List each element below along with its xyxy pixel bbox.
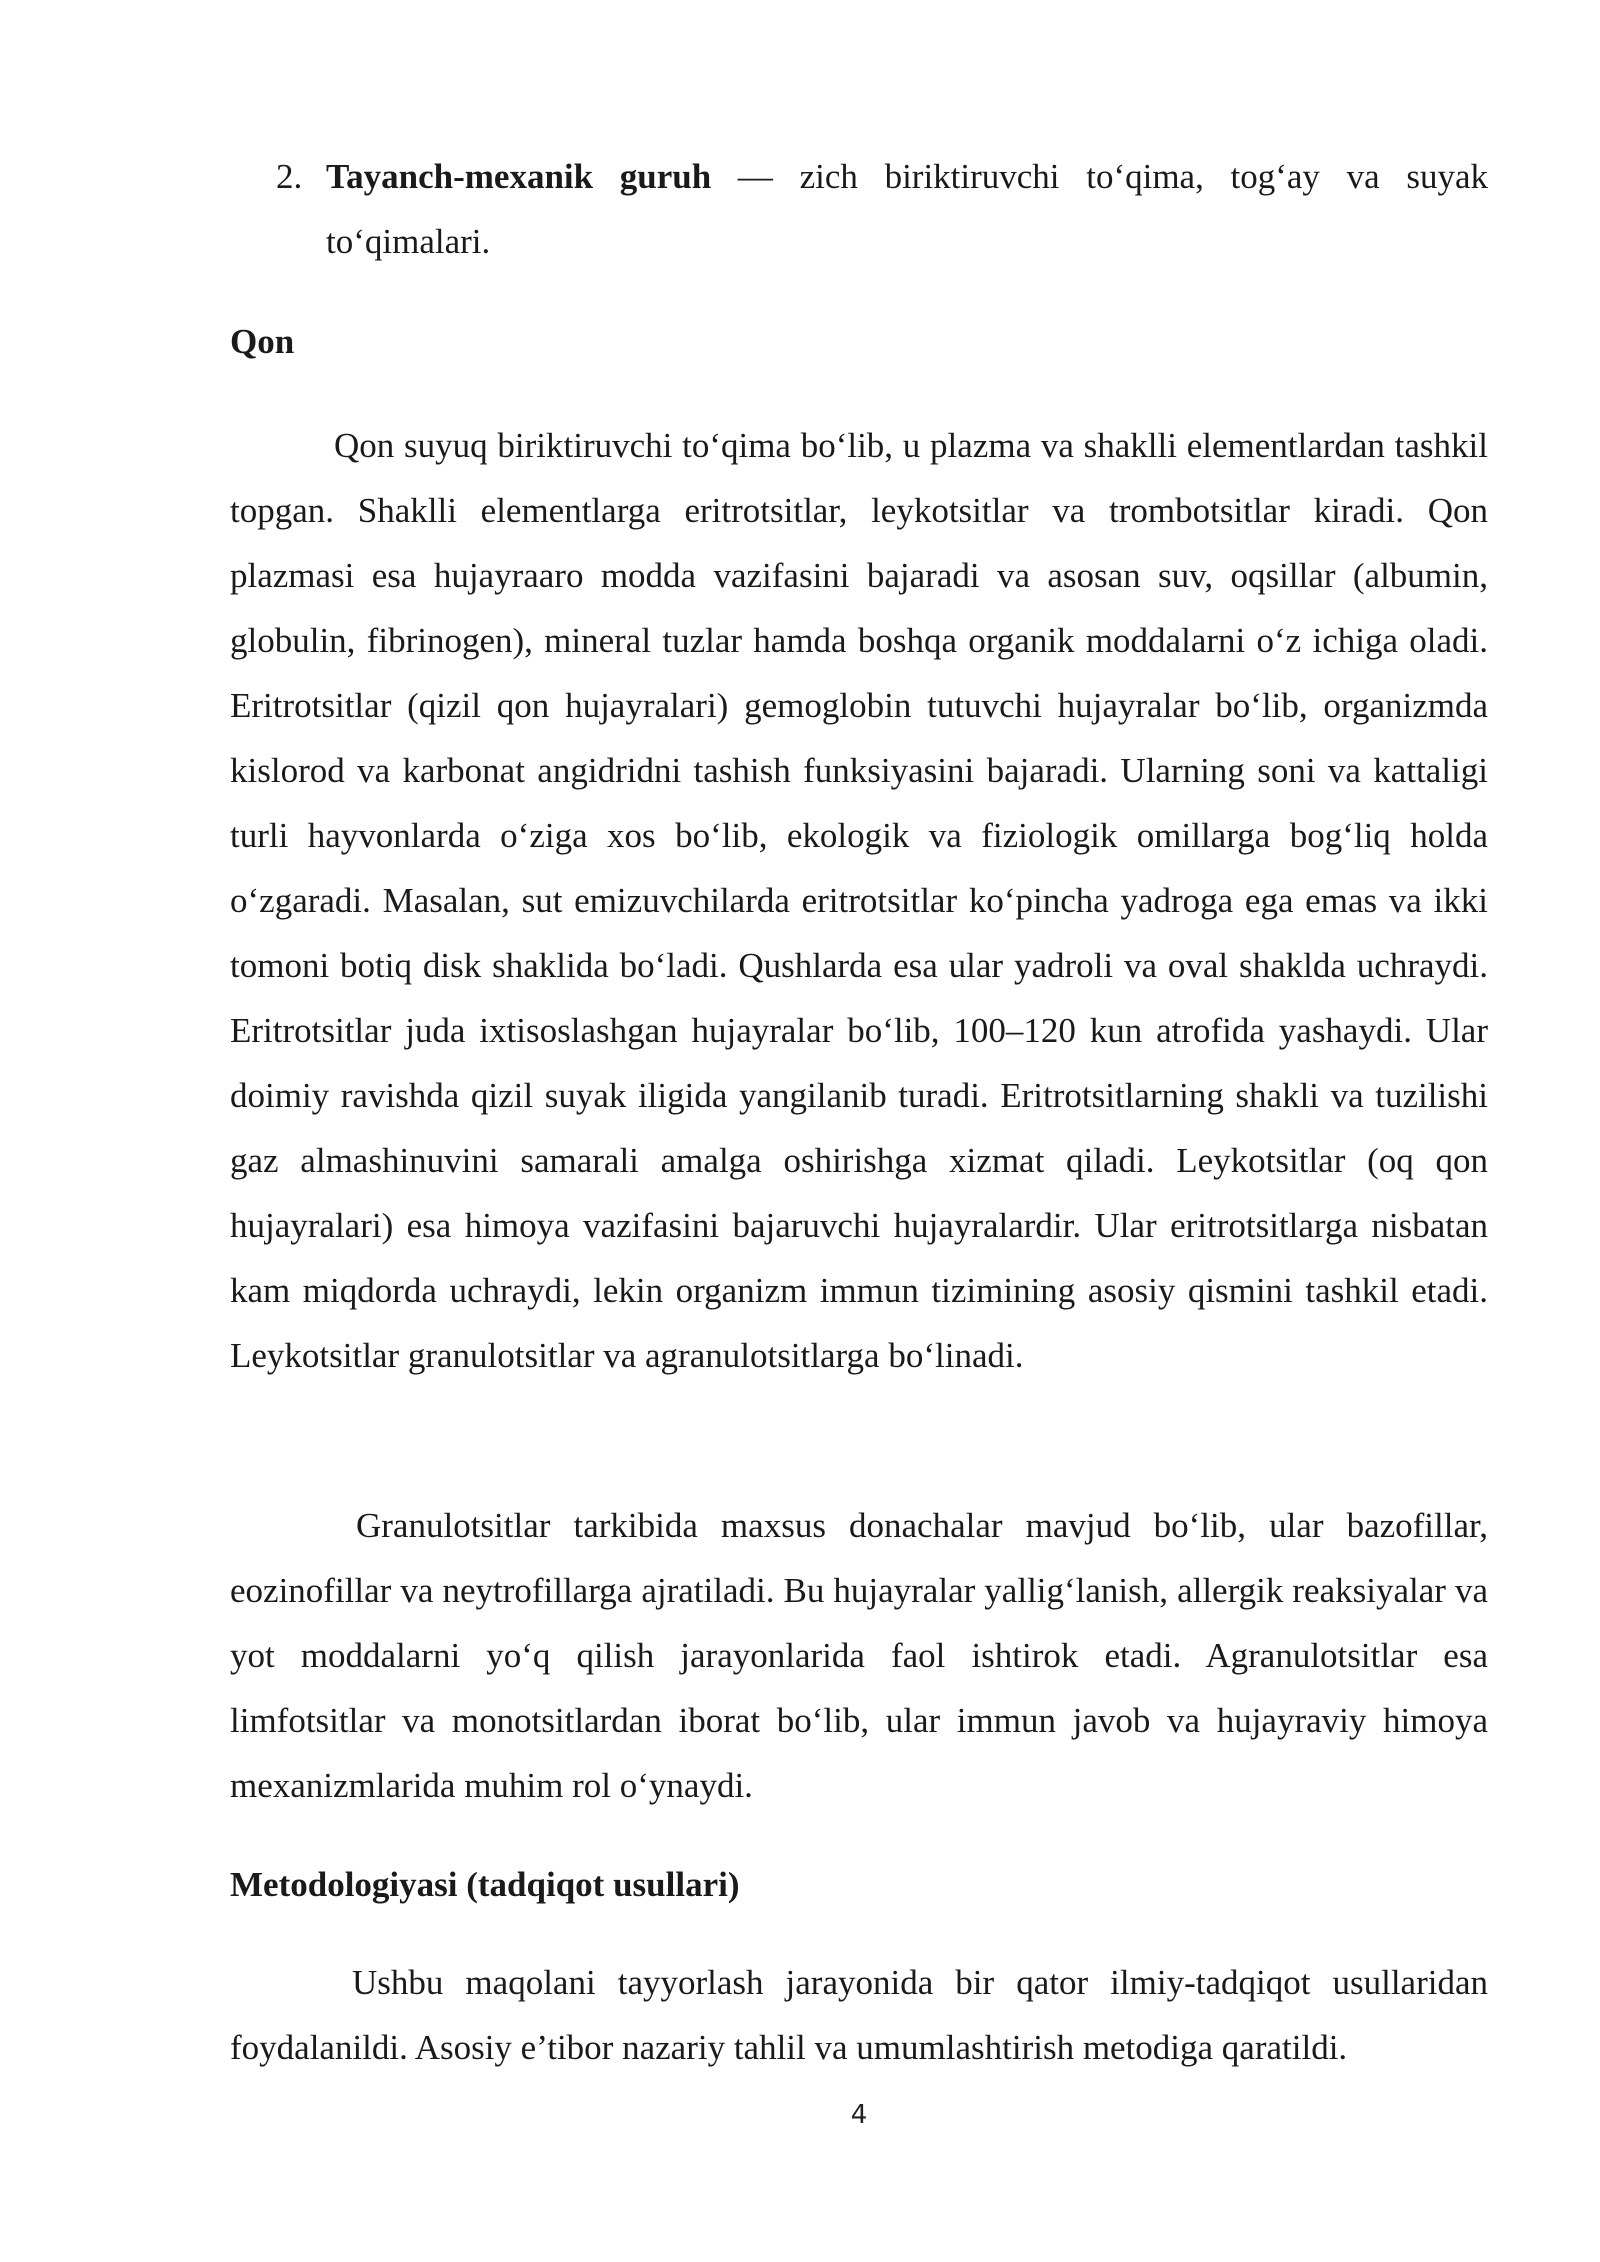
paragraph-methods-1: Ushbu maqolani tayyorlash jarayonida bir qator ilmiy-tadqiqot usullaridan foydalanildi. Asosiy e’tibor nazariy tahlil va umumlashtirish metodiga qaratildi. bbox=[230, 1963, 1488, 2067]
page-number: 4 bbox=[850, 2100, 868, 2130]
list-item bbox=[230, 144, 1488, 274]
paragraph-qon-2: Granulotsitlar tarkibida maxsus donachalar mavjud bo‘lib, ular bazofillar, eozinofillar va neytrofillarga ajratiladi. Bu hujayralar yallig‘lanish, allergik reaksiyalar va yot moddalarni yo‘q qilish jarayonlarida faol ishtirok etadi. Agranulotsitlar esa limfotsitlar va monotsitlardan iborat bo‘lib, ular immun javob va hujayraviy himoya mexanizmlarida muhim rol o‘ynaydi. bbox=[230, 1506, 1488, 1805]
document-page bbox=[230, 0, 1488, 2262]
list-item-body bbox=[326, 144, 1488, 274]
list-item-text: — zich biriktiruvchi to‘qima, tog‘ay va suyak to‘qimalari. bbox=[326, 157, 1488, 261]
section-heading-qon: Qon bbox=[230, 322, 295, 361]
section-heading-methods: Metodologiyasi (tadqiqot usullari) bbox=[230, 1865, 740, 1904]
paragraph-qon-1: Qon suyuq biriktiruvchi to‘qima bo‘lib, u plazma va shaklli elementlardan tashkil topgan. Shaklli elementlarga eritrotsitlar, leykotsitlar va trombotsitlar kiradi. Qon plazmasi esa hujayraaro modda vazifasini bajaradi va asosan suv, oqsillar (albumin, globulin, fibrinogen), mineral tuzlar hamda boshqa organik moddalarni o‘z ichiga oladi. Eritrotsitlar (qizil qon hujayralari) gemoglobin tutuvchi hujayralar bo‘lib, organizmda kislorod va karbonat angidridni tashish funksiyasini bajaradi. Ularning soni va kattaligi turli hayvonlarda o‘ziga xos bo‘lib, ekologik va fiziologik omillarga bog‘liq holda o‘zgaradi. Masalan, sut emizuvchilarda eritrotsitlar ko‘pincha yadroga ega emas va ikki tomoni botiq disk shaklida bo‘ladi. Qushlarda esa ular yadroli va oval shaklda uchraydi. Eritrotsitlar juda ixtisoslashgan hujayralar bo‘lib, 100–120 kun atrofida yashaydi. Ular doimiy ravishda qizil suyak iligida yangilanib turadi. Eritrotsitlarning shakli va tuzilishi gaz almashinuvini samarali amalga oshirishga xizmat qiladi. Leykotsitlar (oq qon hujayralari) esa himoya vazifasini bajaruvchi hujayralardir. Ular eritrotsitlarga nisbatan kam miqdorda uchraydi, lekin organizm immun tizimining asosiy qismini tashkil etadi. Leykotsitlar granulotsitlar va agranulotsitlarga bo‘linadi. bbox=[230, 426, 1488, 1375]
list-number: 2. bbox=[276, 157, 303, 196]
list-item-term: Tayanch-mexanik guruh bbox=[326, 157, 712, 196]
